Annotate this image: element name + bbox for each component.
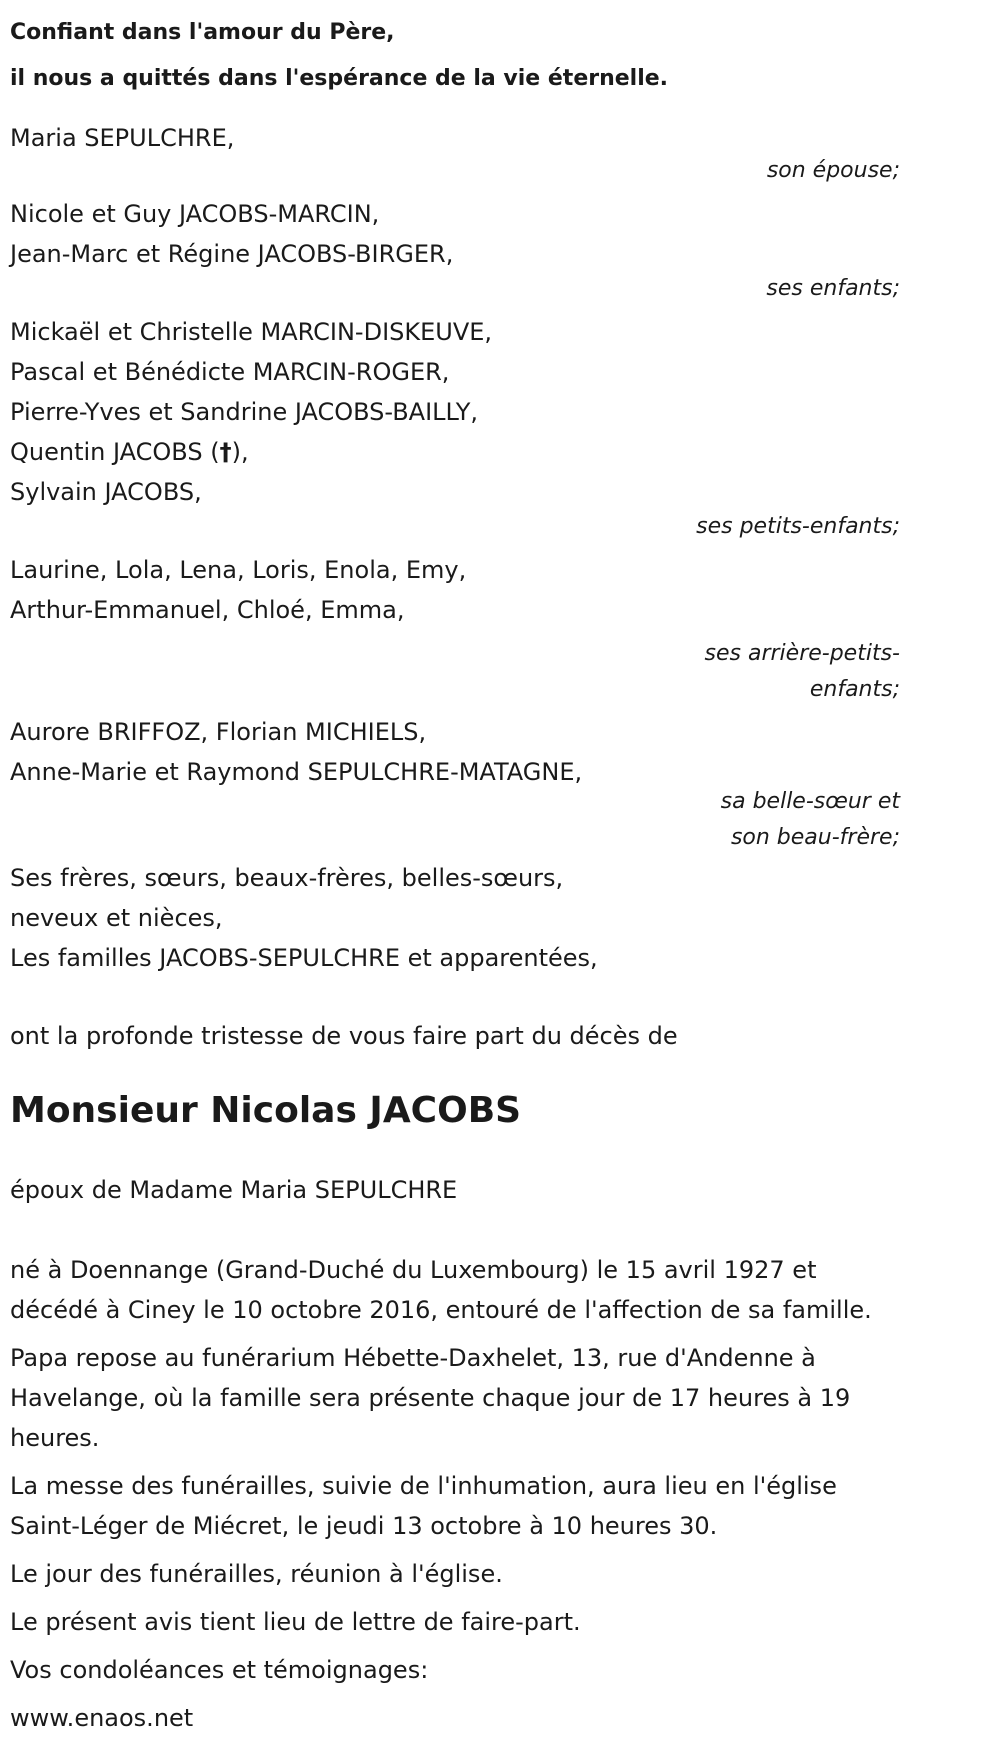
family-group-great-grandchildren [10,550,990,708]
family-name-line: Les familles JACOBS-SEPULCHRE et apparentées, [10,944,598,972]
verse-line-1: Confiant dans l'amour du Père, [10,20,395,45]
family-name-line: Jean-Marc et Régine JACOBS-BIRGER, [10,240,454,268]
family-names [10,118,730,158]
family-names [10,194,730,274]
family-name-line: Ses frères, sœurs, beaux-frères, belles-sœurs, [10,864,564,892]
family-group-children [10,194,990,306]
relation-line: son beau-frère; [730,825,900,850]
family-group-extended [10,858,990,978]
verse-line-2: il nous a quittés dans l'espérance de la vie éternelle. [10,66,669,91]
cross-icon: † [219,438,232,466]
relation-label: ses enfants; [766,276,900,301]
condolences-paragraph: Vos condoléances et témoignages: [10,1656,429,1684]
family-group-grandchildren [10,312,990,544]
announcement-text: ont la profonde tristesse de vous faire part du décès de [10,1022,678,1050]
family-group-spouse [10,118,990,188]
family-name-line: Pascal et Bénédicte MARCIN-ROGER, [10,358,450,386]
family-name-line-deceased-grandchild [10,432,730,472]
family-name-line: Mickaël et Christelle MARCIN-DISKEUVE, [10,318,493,346]
spouse-line: époux de Madame Maria SEPULCHRE [10,1176,458,1204]
birth-death-paragraph: né à Doennange (Grand-Duché du Luxembourg) le 15 avril 1927 et décédé à Ciney le 10 octobre 2016, entouré de l'affection de sa famille. [10,1256,872,1324]
family-names [10,712,730,792]
relation-line: enfants; [809,677,900,702]
relation-line: ses arrière-petits- [704,641,900,666]
family-group-in-laws [10,712,990,856]
grandchild-name: Quentin JACOBS ( [10,438,220,466]
relation-label: ses petits-enfants; [696,514,900,539]
grandchild-name-suffix: ), [231,438,249,466]
relation-line: sa belle-sœur et [720,789,900,814]
family-name-line: Aurore BRIFFOZ, Florian MICHIELS, [10,718,427,746]
family-names [10,858,730,978]
funerarium-paragraph: Papa repose au funérarium Hébette-Daxhelet, 13, rue d'Andenne à Havelange, où la famille sera présente chaque jour de 17 heures à 19 heures. [10,1344,851,1452]
family-name-line: Sylvain JACOBS, [10,478,202,506]
family-names [10,312,730,512]
family-name-line: Pierre-Yves et Sandrine JACOBS-BAILLY, [10,398,479,426]
family-name-line: Nicole et Guy JACOBS-MARCIN, [10,200,380,228]
opening-verse [10,10,990,102]
obituary-notice [10,0,990,1738]
website-link[interactable]: www.enaos.net [10,1704,194,1732]
family-name-line: Maria SEPULCHRE, [10,124,235,152]
meeting-paragraph: Le jour des funérailles, réunion à l'église. [10,1560,503,1588]
funeral-mass-paragraph: La messe des funérailles, suivie de l'inhumation, aura lieu en l'église Saint-Léger de Miécret, le jeudi 13 octobre à 10 heures 30. [10,1472,837,1540]
notice-paragraph: Le présent avis tient lieu de lettre de faire-part. [10,1608,581,1636]
deceased-name: Monsieur Nicolas JACOBS [10,1090,522,1131]
relation-label [10,784,900,856]
family-name-line: Anne-Marie et Raymond SEPULCHRE-MATAGNE, [10,758,583,786]
family-name-line: neveux et nièces, [10,904,223,932]
family-name-line: Arthur-Emmanuel, Chloé, Emma, [10,596,405,624]
family-names [10,550,730,630]
relation-label [10,636,900,708]
family-name-line: Laurine, Lola, Lena, Loris, Enola, Emy, [10,556,467,584]
relation-label: son épouse; [766,158,900,183]
